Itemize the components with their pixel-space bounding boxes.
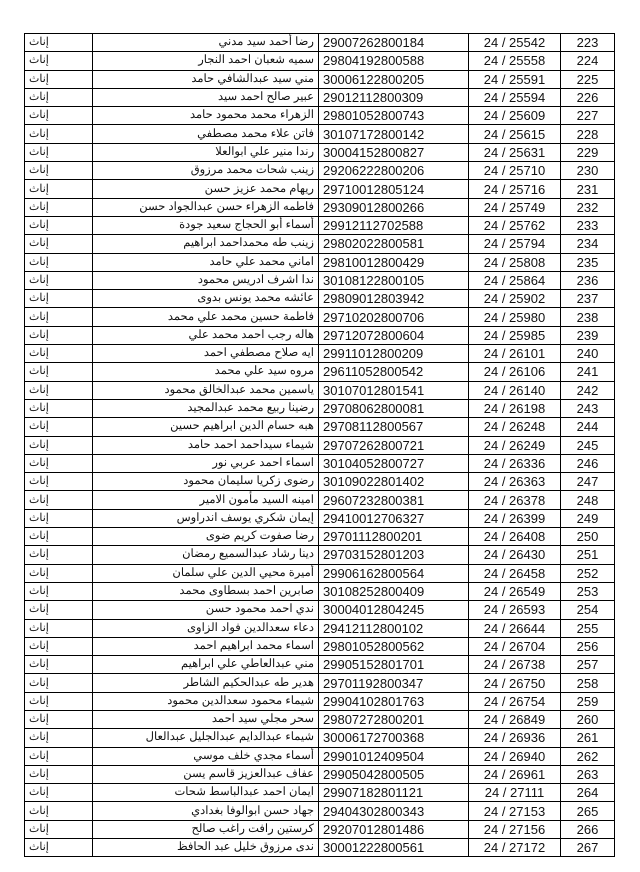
table-row: [25, 180, 615, 198]
table-row: [25, 34, 615, 52]
national-id-cell: 29701192800347: [319, 674, 469, 692]
gender-cell: إناث: [25, 235, 93, 253]
registration-code-cell: 24 / 27153: [469, 802, 561, 820]
table-row: [25, 509, 615, 527]
name-cell: جهاد حسن ابوالوفا بغدادي: [93, 802, 319, 820]
national-id-cell: 29708112800567: [319, 418, 469, 436]
name-cell: إيمان شكري يوسف اندراوس: [93, 509, 319, 527]
name-cell: هدير طه عبدالحكيم الشاطر: [93, 674, 319, 692]
gender-cell: إناث: [25, 839, 93, 857]
serial-number-cell: 235: [561, 253, 615, 271]
serial-number-cell: 225: [561, 70, 615, 88]
table-row: [25, 564, 615, 582]
gender-cell: إناث: [25, 747, 93, 765]
table-row: [25, 784, 615, 802]
national-id-cell: 29804192800588: [319, 52, 469, 70]
name-cell: أسماء مجدي خلف موسي: [93, 747, 319, 765]
table-row: [25, 271, 615, 289]
name-cell: اسماء احمد عربي نور: [93, 454, 319, 472]
serial-number-cell: 260: [561, 710, 615, 728]
table-row: [25, 107, 615, 125]
gender-cell: إناث: [25, 491, 93, 509]
gender-cell: إناث: [25, 436, 93, 454]
gender-cell: إناث: [25, 619, 93, 637]
registration-code-cell: 24 / 26106: [469, 363, 561, 381]
gender-cell: إناث: [25, 271, 93, 289]
table-row: [25, 820, 615, 838]
gender-cell: إناث: [25, 290, 93, 308]
registration-code-cell: 24 / 26336: [469, 454, 561, 472]
gender-cell: إناث: [25, 582, 93, 600]
name-cell: ندي احمد محمود حسن: [93, 601, 319, 619]
registration-code-cell: 24 / 26430: [469, 546, 561, 564]
national-id-cell: 29701112800201: [319, 528, 469, 546]
name-cell: زينب طه محمداحمد ابراهيم: [93, 235, 319, 253]
name-cell: فاتن علاء محمد مصطفي: [93, 125, 319, 143]
national-id-cell: 29905152801701: [319, 656, 469, 674]
serial-number-cell: 259: [561, 692, 615, 710]
name-cell: هاله رجب احمد محمد علي: [93, 326, 319, 344]
registration-code-cell: 24 / 26961: [469, 765, 561, 783]
gender-cell: إناث: [25, 308, 93, 326]
gender-cell: إناث: [25, 729, 93, 747]
serial-number-cell: 258: [561, 674, 615, 692]
serial-number-cell: 234: [561, 235, 615, 253]
registration-code-cell: 24 / 25710: [469, 162, 561, 180]
name-cell: هبه حسام الدين ابراهيم حسين: [93, 418, 319, 436]
national-id-cell: 29712072800604: [319, 326, 469, 344]
national-id-cell: 30109022801402: [319, 473, 469, 491]
gender-cell: إناث: [25, 381, 93, 399]
table-row: [25, 399, 615, 417]
registration-code-cell: 24 / 26750: [469, 674, 561, 692]
registration-code-cell: 24 / 26940: [469, 747, 561, 765]
table-row: [25, 637, 615, 655]
registration-code-cell: 24 / 26101: [469, 345, 561, 363]
registration-code-cell: 24 / 25985: [469, 326, 561, 344]
national-id-cell: 30006172700368: [319, 729, 469, 747]
serial-number-cell: 238: [561, 308, 615, 326]
gender-cell: إناث: [25, 546, 93, 564]
gender-cell: إناث: [25, 198, 93, 216]
table-row: [25, 326, 615, 344]
serial-number-cell: 239: [561, 326, 615, 344]
national-id-cell: 29707262800721: [319, 436, 469, 454]
gender-cell: إناث: [25, 88, 93, 106]
serial-number-cell: 233: [561, 216, 615, 234]
table-row: [25, 125, 615, 143]
table-row: [25, 546, 615, 564]
serial-number-cell: 246: [561, 454, 615, 472]
serial-number-cell: 244: [561, 418, 615, 436]
name-cell: فاطمه الزهراء حسن عبدالجواد حسن: [93, 198, 319, 216]
gender-cell: إناث: [25, 802, 93, 820]
serial-number-cell: 247: [561, 473, 615, 491]
registration-code-cell: 24 / 26593: [469, 601, 561, 619]
name-cell: عائشه محمد يونس بدوى: [93, 290, 319, 308]
national-id-cell: 29710012805124: [319, 180, 469, 198]
registration-code-cell: 24 / 26249: [469, 436, 561, 454]
name-cell: اسماء محمد ابراهيم احمد: [93, 637, 319, 655]
registration-code-cell: 24 / 25980: [469, 308, 561, 326]
table-row: [25, 143, 615, 161]
gender-cell: إناث: [25, 528, 93, 546]
table-row: [25, 162, 615, 180]
registration-code-cell: 24 / 25594: [469, 88, 561, 106]
national-id-cell: 29810012800429: [319, 253, 469, 271]
national-id-cell: 29607232800381: [319, 491, 469, 509]
serial-number-cell: 250: [561, 528, 615, 546]
name-cell: رضوى زكريا سليمان محمود: [93, 473, 319, 491]
registration-code-cell: 24 / 27172: [469, 839, 561, 857]
table-row: [25, 436, 615, 454]
gender-cell: إناث: [25, 564, 93, 582]
name-cell: رندا منير علي ابوالعلا: [93, 143, 319, 161]
registration-code-cell: 24 / 25749: [469, 198, 561, 216]
table-row: [25, 619, 615, 637]
serial-number-cell: 261: [561, 729, 615, 747]
name-cell: عبير صالح احمد سيد: [93, 88, 319, 106]
gender-cell: إناث: [25, 784, 93, 802]
registration-code-cell: 24 / 26754: [469, 692, 561, 710]
serial-number-cell: 232: [561, 198, 615, 216]
table-row: [25, 729, 615, 747]
national-id-cell: 30001222800561: [319, 839, 469, 857]
name-cell: دعاء سعدالدين فواد الزاوى: [93, 619, 319, 637]
serial-number-cell: 242: [561, 381, 615, 399]
gender-cell: إناث: [25, 509, 93, 527]
registration-code-cell: 24 / 26408: [469, 528, 561, 546]
name-cell: اماني محمد علي حامد: [93, 253, 319, 271]
name-cell: أسماء أبو الحجاج سعيد جودة: [93, 216, 319, 234]
registration-code-cell: 24 / 26140: [469, 381, 561, 399]
name-cell: سميه شعبان احمد النجار: [93, 52, 319, 70]
national-id-cell: 29911012800209: [319, 345, 469, 363]
registration-code-cell: 24 / 26399: [469, 509, 561, 527]
table-row: [25, 454, 615, 472]
national-id-cell: 29410012706327: [319, 509, 469, 527]
registration-code-cell: 24 / 26198: [469, 399, 561, 417]
national-id-cell: 29802022800581: [319, 235, 469, 253]
name-cell: ايه صلاح مصطفي احمد: [93, 345, 319, 363]
national-id-cell: 29907182801121: [319, 784, 469, 802]
table-row: [25, 765, 615, 783]
registration-code-cell: 24 / 25902: [469, 290, 561, 308]
table-row: [25, 253, 615, 271]
gender-cell: إناث: [25, 710, 93, 728]
national-id-cell: 30108252800409: [319, 582, 469, 600]
gender-cell: إناث: [25, 162, 93, 180]
table-row: [25, 345, 615, 363]
table-row: [25, 710, 615, 728]
name-cell: ايمان احمد عبدالباسط شحات: [93, 784, 319, 802]
national-id-cell: 29703152801203: [319, 546, 469, 564]
gender-cell: إناث: [25, 125, 93, 143]
serial-number-cell: 245: [561, 436, 615, 454]
national-id-cell: 29611052800542: [319, 363, 469, 381]
gender-cell: إناث: [25, 52, 93, 70]
serial-number-cell: 249: [561, 509, 615, 527]
gender-cell: إناث: [25, 656, 93, 674]
national-id-cell: 30107172800142: [319, 125, 469, 143]
serial-number-cell: 236: [561, 271, 615, 289]
table-row: [25, 381, 615, 399]
registration-code-cell: 24 / 25558: [469, 52, 561, 70]
serial-number-cell: 223: [561, 34, 615, 52]
gender-cell: إناث: [25, 345, 93, 363]
registration-code-cell: 24 / 26738: [469, 656, 561, 674]
name-cell: زينب شحات محمد مرزوق: [93, 162, 319, 180]
table-row: [25, 88, 615, 106]
national-id-cell: 29710202800706: [319, 308, 469, 326]
registration-code-cell: 24 / 26458: [469, 564, 561, 582]
table-row: [25, 692, 615, 710]
registration-code-cell: 24 / 25762: [469, 216, 561, 234]
serial-number-cell: 240: [561, 345, 615, 363]
table-row: [25, 582, 615, 600]
serial-number-cell: 257: [561, 656, 615, 674]
serial-number-cell: 243: [561, 399, 615, 417]
table-row: [25, 70, 615, 88]
gender-cell: إناث: [25, 637, 93, 655]
serial-number-cell: 231: [561, 180, 615, 198]
serial-number-cell: 226: [561, 88, 615, 106]
serial-number-cell: 262: [561, 747, 615, 765]
national-id-cell: 29905042800505: [319, 765, 469, 783]
table-row: [25, 418, 615, 436]
gender-cell: إناث: [25, 216, 93, 234]
name-cell: مني سيد عبدالشافي حامد: [93, 70, 319, 88]
table-row: [25, 839, 615, 857]
gender-cell: إناث: [25, 143, 93, 161]
name-cell: ندى مرزوق خليل عبد الحافظ: [93, 839, 319, 857]
registration-code-cell: 24 / 26549: [469, 582, 561, 600]
serial-number-cell: 263: [561, 765, 615, 783]
registration-code-cell: 24 / 25615: [469, 125, 561, 143]
gender-cell: إناث: [25, 601, 93, 619]
gender-cell: إناث: [25, 692, 93, 710]
name-cell: كرستين رافت راغب صالح: [93, 820, 319, 838]
table-row: [25, 491, 615, 509]
serial-number-cell: 228: [561, 125, 615, 143]
table-row: [25, 802, 615, 820]
name-cell: عفاف عبدالعزيز قاسم يسن: [93, 765, 319, 783]
serial-number-cell: 256: [561, 637, 615, 655]
serial-number-cell: 266: [561, 820, 615, 838]
name-cell: ياسمين محمد عبدالخالق محمود: [93, 381, 319, 399]
national-id-cell: 29206222800206: [319, 162, 469, 180]
table-row: [25, 52, 615, 70]
gender-cell: إناث: [25, 820, 93, 838]
gender-cell: إناث: [25, 70, 93, 88]
gender-cell: إناث: [25, 107, 93, 125]
name-cell: مروه سيد علي محمد: [93, 363, 319, 381]
gender-cell: إناث: [25, 399, 93, 417]
registration-code-cell: 24 / 27156: [469, 820, 561, 838]
serial-number-cell: 229: [561, 143, 615, 161]
registration-code-cell: 24 / 25794: [469, 235, 561, 253]
national-id-cell: 29309012800266: [319, 198, 469, 216]
table-row: [25, 216, 615, 234]
table-row: [25, 601, 615, 619]
table-row: [25, 308, 615, 326]
name-cell: صابرين احمد بسطاوى محمد: [93, 582, 319, 600]
gender-cell: إناث: [25, 34, 93, 52]
national-id-cell: 30004152800827: [319, 143, 469, 161]
table-row: [25, 473, 615, 491]
national-id-cell: 30107012801541: [319, 381, 469, 399]
name-cell: دينا رشاد عبدالسميع رمضان: [93, 546, 319, 564]
serial-number-cell: 264: [561, 784, 615, 802]
name-cell: رضا صفوت كريم ضوى: [93, 528, 319, 546]
national-id-cell: 30108122800105: [319, 271, 469, 289]
national-id-cell: 29901012409504: [319, 747, 469, 765]
national-id-cell: 29404302800343: [319, 802, 469, 820]
registration-code-cell: 24 / 26644: [469, 619, 561, 637]
gender-cell: إناث: [25, 454, 93, 472]
table-row: [25, 235, 615, 253]
registration-code-cell: 24 / 26363: [469, 473, 561, 491]
name-cell: رضا أحمد سيد مدني: [93, 34, 319, 52]
serial-number-cell: 252: [561, 564, 615, 582]
name-cell: أميرة محيي الدين علي سلمان: [93, 564, 319, 582]
national-id-cell: 29801052800562: [319, 637, 469, 655]
applicants-table: [24, 33, 615, 857]
table-body: [25, 34, 615, 857]
gender-cell: إناث: [25, 765, 93, 783]
national-id-cell: 29801052800743: [319, 107, 469, 125]
gender-cell: إناث: [25, 473, 93, 491]
national-id-cell: 29007262800184: [319, 34, 469, 52]
gender-cell: إناث: [25, 253, 93, 271]
table-row: [25, 363, 615, 381]
table-row: [25, 290, 615, 308]
registration-code-cell: 24 / 25591: [469, 70, 561, 88]
registration-code-cell: 24 / 25864: [469, 271, 561, 289]
serial-number-cell: 224: [561, 52, 615, 70]
serial-number-cell: 241: [561, 363, 615, 381]
serial-number-cell: 251: [561, 546, 615, 564]
national-id-cell: 29807272800201: [319, 710, 469, 728]
registration-code-cell: 24 / 27111: [469, 784, 561, 802]
name-cell: شيماء محمود سعدالدين محمود: [93, 692, 319, 710]
registration-code-cell: 24 / 25542: [469, 34, 561, 52]
national-id-cell: 29012112800309: [319, 88, 469, 106]
registration-code-cell: 24 / 26704: [469, 637, 561, 655]
national-id-cell: 29207012801486: [319, 820, 469, 838]
gender-cell: إناث: [25, 363, 93, 381]
name-cell: ندا اشرف ادريس محمود: [93, 271, 319, 289]
table-row: [25, 747, 615, 765]
registration-code-cell: 24 / 25609: [469, 107, 561, 125]
national-id-cell: 29904102801763: [319, 692, 469, 710]
registration-code-cell: 24 / 26936: [469, 729, 561, 747]
serial-number-cell: 255: [561, 619, 615, 637]
national-id-cell: 30006122800205: [319, 70, 469, 88]
name-cell: سحر مجلي سيد احمد: [93, 710, 319, 728]
serial-number-cell: 248: [561, 491, 615, 509]
name-cell: ريهام محمد عزيز حسن: [93, 180, 319, 198]
name-cell: فاطمة حسين محمد علي محمد: [93, 308, 319, 326]
serial-number-cell: 237: [561, 290, 615, 308]
registration-code-cell: 24 / 25631: [469, 143, 561, 161]
serial-number-cell: 253: [561, 582, 615, 600]
national-id-cell: 29912112702588: [319, 216, 469, 234]
registration-code-cell: 24 / 25808: [469, 253, 561, 271]
serial-number-cell: 254: [561, 601, 615, 619]
name-cell: الزهراء محمد محمود حامد: [93, 107, 319, 125]
gender-cell: إناث: [25, 418, 93, 436]
serial-number-cell: 267: [561, 839, 615, 857]
registration-code-cell: 24 / 26378: [469, 491, 561, 509]
registration-code-cell: 24 / 26849: [469, 710, 561, 728]
table-row: [25, 528, 615, 546]
table-row: [25, 674, 615, 692]
serial-number-cell: 230: [561, 162, 615, 180]
name-cell: امينه السيد مأمون الامير: [93, 491, 319, 509]
national-id-cell: 30104052800727: [319, 454, 469, 472]
name-cell: شيماء سيداحمد احمد حامد: [93, 436, 319, 454]
national-id-cell: 30004012804245: [319, 601, 469, 619]
national-id-cell: 29906162800564: [319, 564, 469, 582]
national-id-cell: 29708062800081: [319, 399, 469, 417]
gender-cell: إناث: [25, 674, 93, 692]
gender-cell: إناث: [25, 326, 93, 344]
national-id-cell: 29809012803942: [319, 290, 469, 308]
national-id-cell: 29412112800102: [319, 619, 469, 637]
table-row: [25, 656, 615, 674]
registration-code-cell: 24 / 25716: [469, 180, 561, 198]
table-row: [25, 198, 615, 216]
serial-number-cell: 227: [561, 107, 615, 125]
name-cell: شيماء عبدالدايم عبدالجليل عبدالعال: [93, 729, 319, 747]
name-cell: مني عبدالعاطي علي ابراهيم: [93, 656, 319, 674]
gender-cell: إناث: [25, 180, 93, 198]
name-cell: رضينا ربيع محمد عبدالمجيد: [93, 399, 319, 417]
registration-code-cell: 24 / 26248: [469, 418, 561, 436]
serial-number-cell: 265: [561, 802, 615, 820]
